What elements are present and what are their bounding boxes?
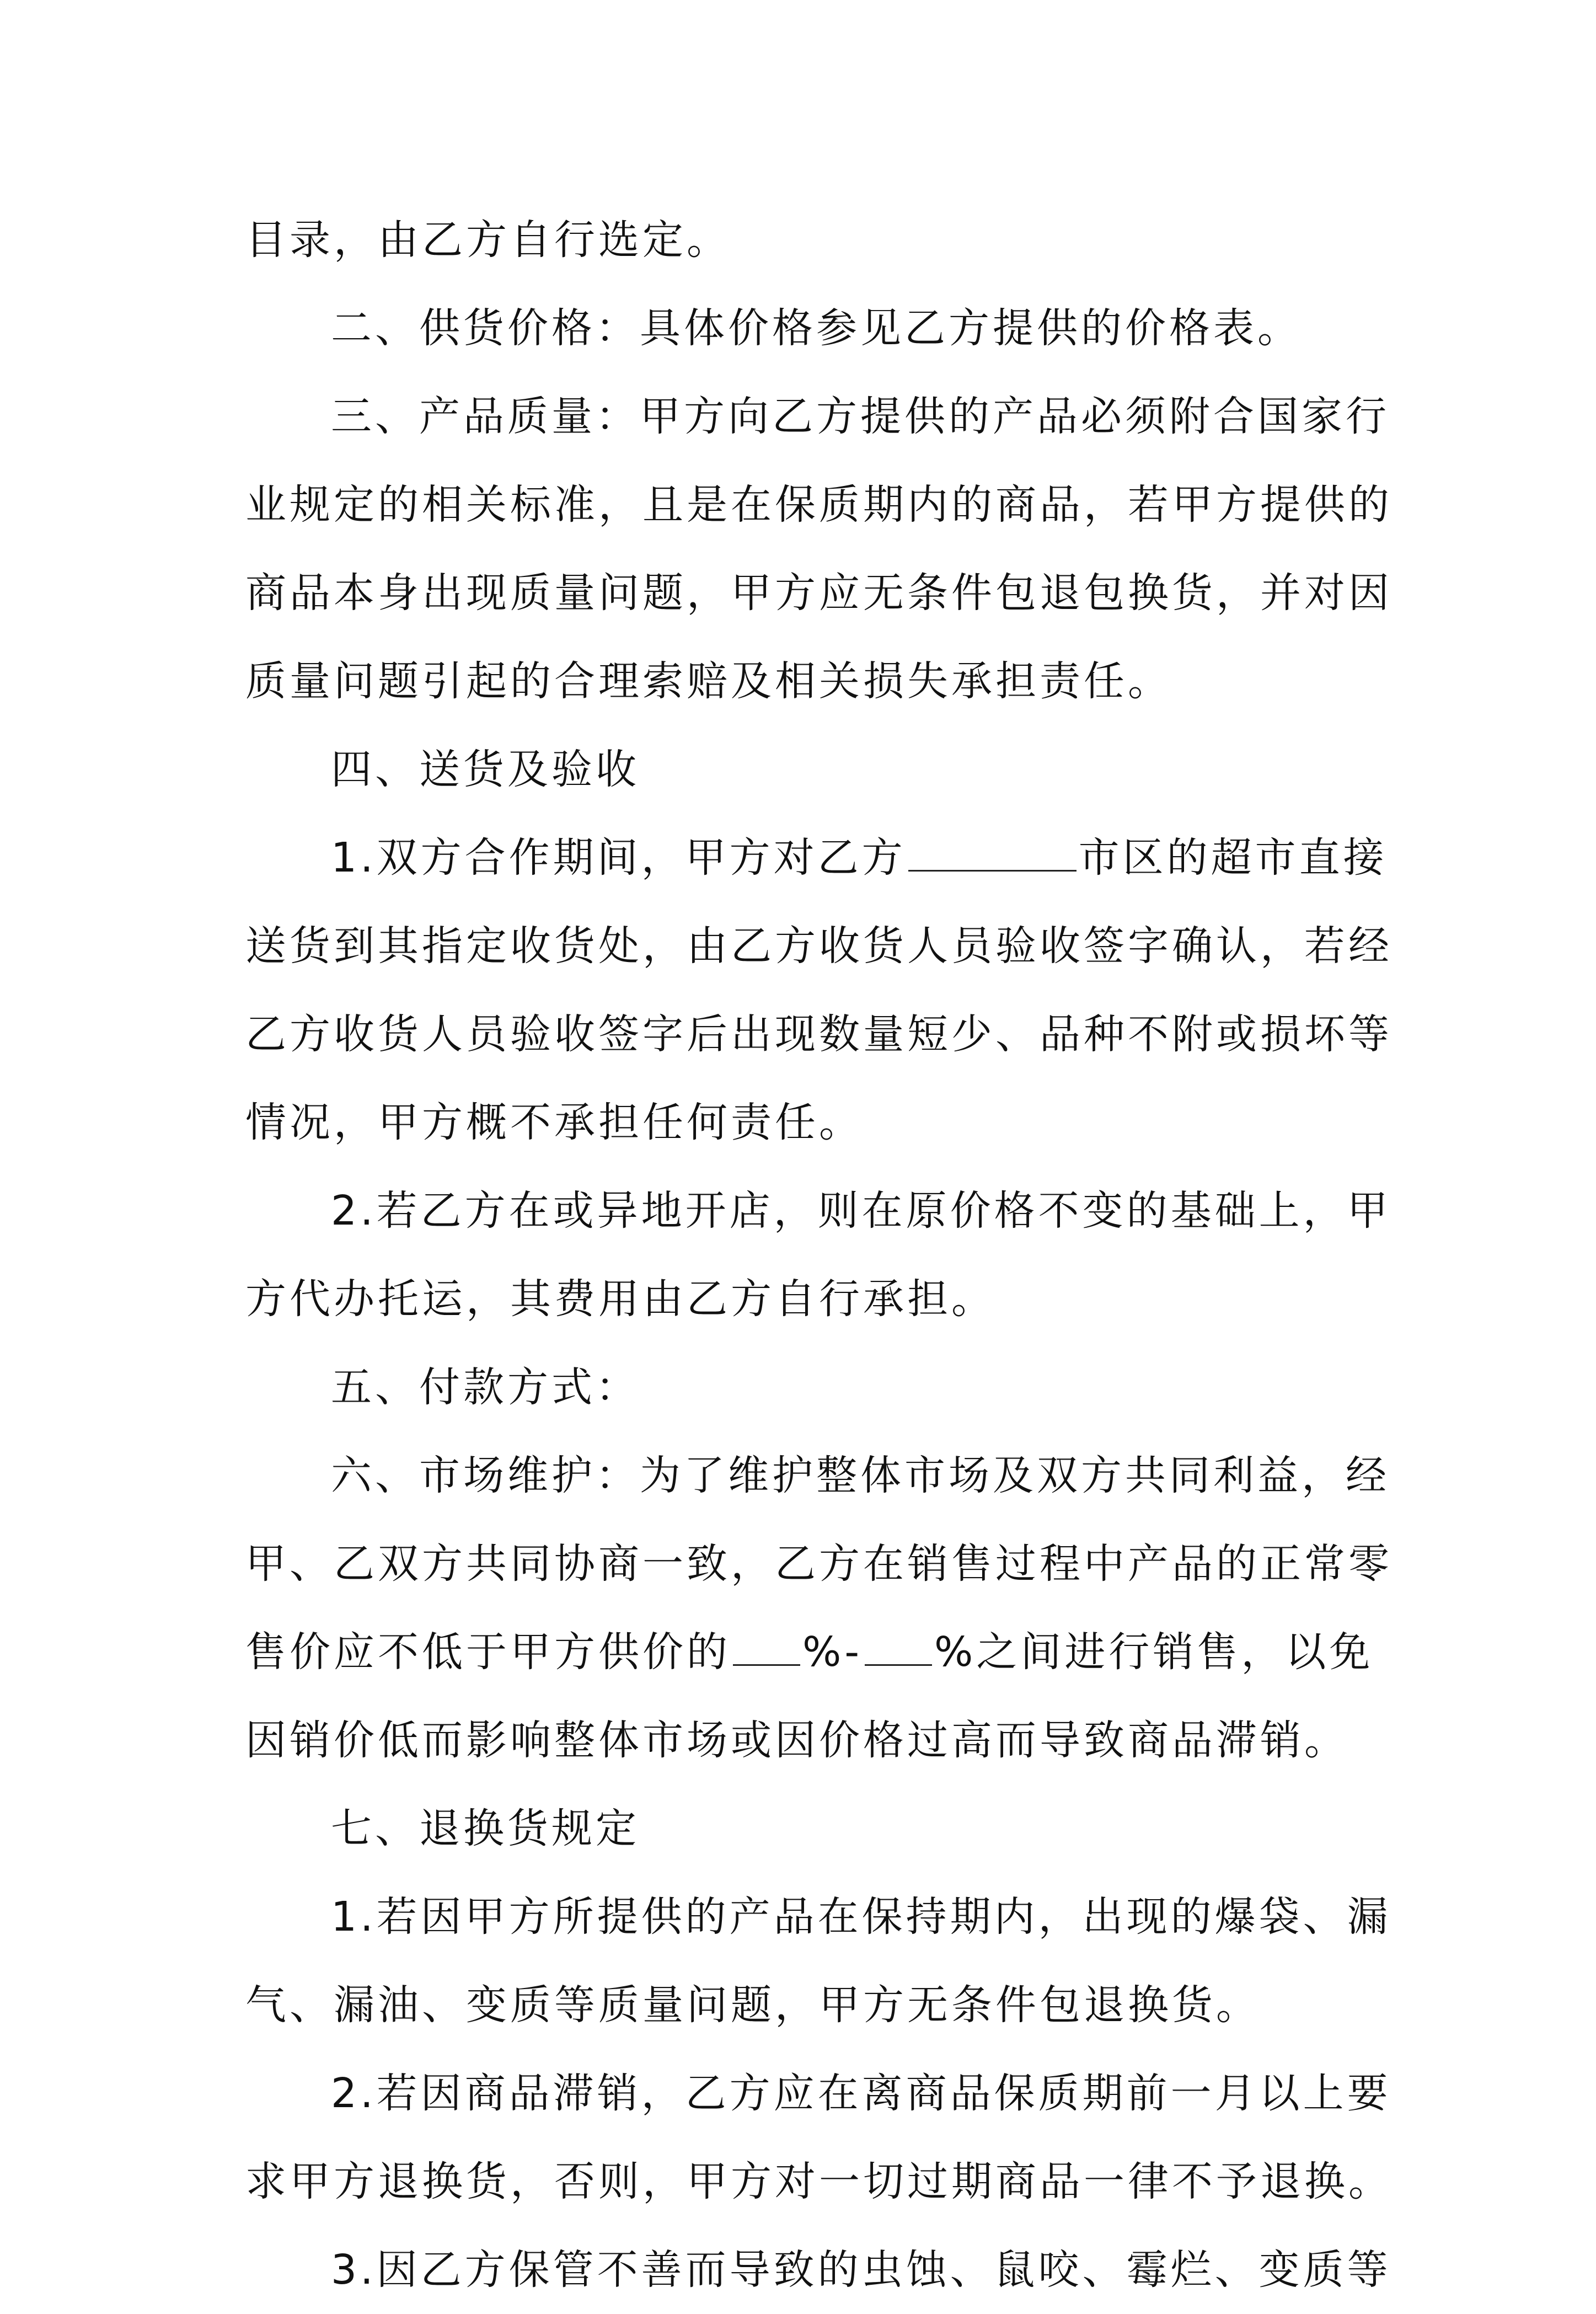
section-heading: 四、送货及验收 — [331, 746, 640, 793]
text-line: 2.若因商品滞销，乙方应在离商品保质期前一月以上要 — [331, 2070, 1391, 2117]
text-line: 质量问题引起的合理索赔及相关损失承担责任。 — [245, 658, 1172, 705]
text-line: 三、产品质量：甲方向乙方提供的产品必须附合国家行 — [331, 393, 1390, 440]
section-heading: 七、退换货规定 — [331, 1805, 640, 1852]
text-line: 3.因乙方保管不善而导致的虫蚀、鼠咬、霉烂、变质等 — [331, 2246, 1391, 2294]
text-line: 二、供货价格：具体价格参见乙方提供的价格表。 — [331, 304, 1302, 352]
text-segment: 市区的超市直接 — [1078, 834, 1388, 881]
text-line: 求甲方退换货，否则，甲方对一切过期商品一律不予退换。 — [245, 2158, 1393, 2205]
text-line: 商品本身出现质量问题，甲方应无条件包退包换货，并对因 — [245, 569, 1393, 617]
section-heading: 五、付款方式： — [331, 1364, 640, 1411]
text-line-with-blank — [245, 1608, 1374, 1696]
text-line: 情况，甲方概不承担任何责任。 — [245, 1099, 863, 1146]
document-body — [245, 196, 1393, 2314]
text-line: 气、漏油、变质等质量问题，甲方无条件包退换货。 — [245, 1981, 1260, 2029]
text-line: 方代办托运，其费用由乙方自行承担。 — [245, 1275, 995, 1323]
text-segment: 售价应不低于甲方供价的 — [245, 1628, 731, 1676]
text-line: 2.若乙方在或异地开店，则在原价格不变的基础上，甲 — [331, 1187, 1391, 1235]
text-line-with-blank — [245, 814, 1388, 902]
text-line: 送货到其指定收货处，由乙方收货人员验收签字确认，若经 — [245, 922, 1393, 970]
fill-in-blank — [865, 1630, 932, 1666]
text-line: 六、市场维护：为了维护整体市场及双方共同利益，经 — [331, 1452, 1390, 1499]
text-line: 因销价低而影响整体市场或因价格过高而导致商品滞销。 — [245, 1717, 1348, 1764]
text-line: 目录，由乙方自行选定。 — [245, 216, 731, 264]
text-segment: %之间进行销售，以免 — [934, 1628, 1374, 1676]
fill-in-blank — [908, 836, 1077, 872]
text-line: 乙方收货人员验收签字后出现数量短少、品种不附或损坏等 — [245, 1011, 1393, 1058]
text-line: 甲、乙双方共同协商一致，乙方在销售过程中产品的正常零 — [245, 1540, 1393, 1588]
text-line: 1.若因甲方所提供的产品在保持期内，出现的爆袋、漏 — [331, 1893, 1391, 1941]
fill-in-blank — [733, 1630, 800, 1666]
text-line: 业规定的相关标准，且是在保质期内的商品，若甲方提供的 — [245, 481, 1393, 528]
text-segment: 1.双方合作期间，甲方对乙方 — [331, 834, 906, 881]
text-segment: %- — [802, 1628, 863, 1676]
